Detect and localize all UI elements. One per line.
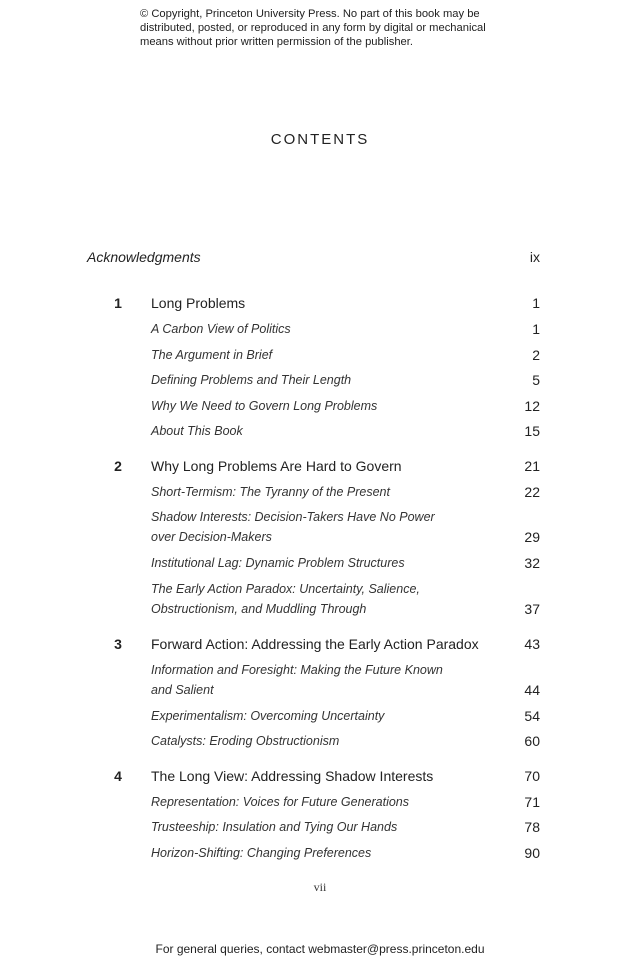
toc-page-number: 60: [524, 733, 540, 749]
section-title: About This Book: [151, 424, 243, 438]
toc-page-number: 5: [532, 372, 540, 388]
copyright-notice: [140, 7, 520, 49]
toc-page-number: 71: [524, 794, 540, 810]
section-title-line: and Salient: [151, 683, 214, 697]
toc-page-number: 44: [524, 682, 540, 698]
chapter-title: Why Long Problems Are Hard to Govern: [151, 458, 402, 474]
toc-page-number: 2: [532, 347, 540, 363]
section-title: Catalysts: Eroding Obstructionism: [151, 734, 340, 748]
toc-page-number: 15: [524, 423, 540, 439]
section-title: Institutional Lag: Dynamic Problem Structures: [151, 556, 405, 570]
toc-page-number: 29: [524, 529, 540, 545]
toc-page-number: 1: [532, 321, 540, 337]
toc-page-number: 90: [524, 845, 540, 861]
section-title: Experimentalism: Overcoming Uncertainty: [151, 709, 385, 723]
toc-page-number: 54: [524, 708, 540, 724]
toc-page-number: 43: [524, 636, 540, 652]
section-title: A Carbon View of Politics: [151, 322, 291, 336]
section-title-line: Shadow Interests: Decision-Takers Have No Power: [151, 510, 435, 524]
chapter-number: 3: [114, 636, 122, 652]
chapter-number: 2: [114, 458, 122, 474]
section-title: Horizon-Shifting: Changing Preferences: [151, 846, 372, 860]
chapter-title: Forward Action: Addressing the Early Action Paradox: [151, 636, 479, 652]
copyright-line: © Copyright, Princeton University Press. No part of this book may be: [140, 8, 480, 20]
toc-entry-label: Acknowledgments: [87, 249, 201, 265]
chapter-title: Long Problems: [151, 295, 246, 311]
chapter-number: 1: [114, 295, 122, 311]
chapter-number: 4: [114, 768, 122, 784]
section-title: Defining Problems and Their Length: [151, 373, 352, 387]
section-title-line: over Decision-Makers: [151, 530, 272, 544]
page-folio: vii: [313, 880, 327, 894]
chapter-title: The Long View: Addressing Shadow Interests: [151, 768, 434, 784]
toc-page-number: 78: [524, 819, 540, 835]
copyright-line: distributed, posted, or reproduced in any form by digital or mechanical: [140, 22, 486, 34]
copyright-line: means without prior written permission of the publisher.: [140, 36, 413, 48]
toc-page-number: 21: [524, 458, 540, 474]
toc-page-number: 12: [524, 398, 540, 414]
section-title-line: Information and Foresight: Making the Future Known: [151, 663, 443, 677]
section-title: Representation: Voices for Future Generations: [151, 795, 410, 809]
toc-page-number: 37: [524, 601, 540, 617]
toc-page-number: 22: [524, 484, 540, 500]
toc-page-number: 1: [532, 295, 540, 311]
contents-heading: CONTENTS: [270, 131, 370, 148]
section-title-line: Obstructionism, and Muddling Through: [151, 602, 367, 616]
section-title: Trusteeship: Insulation and Tying Our Hands: [151, 820, 398, 834]
toc-page-number: ix: [529, 249, 540, 265]
footer-contact: For general queries, contact webmaster@press.princeton.edu: [155, 942, 485, 956]
toc-page-number: 70: [524, 768, 540, 784]
section-title: Short-Termism: The Tyranny of the Present: [151, 485, 390, 499]
section-title: The Argument in Brief: [151, 348, 273, 362]
section-title: Why We Need to Govern Long Problems: [151, 399, 378, 413]
toc-page-number: 32: [524, 555, 540, 571]
section-title-line: The Early Action Paradox: Uncertainty, Salience,: [151, 582, 420, 596]
